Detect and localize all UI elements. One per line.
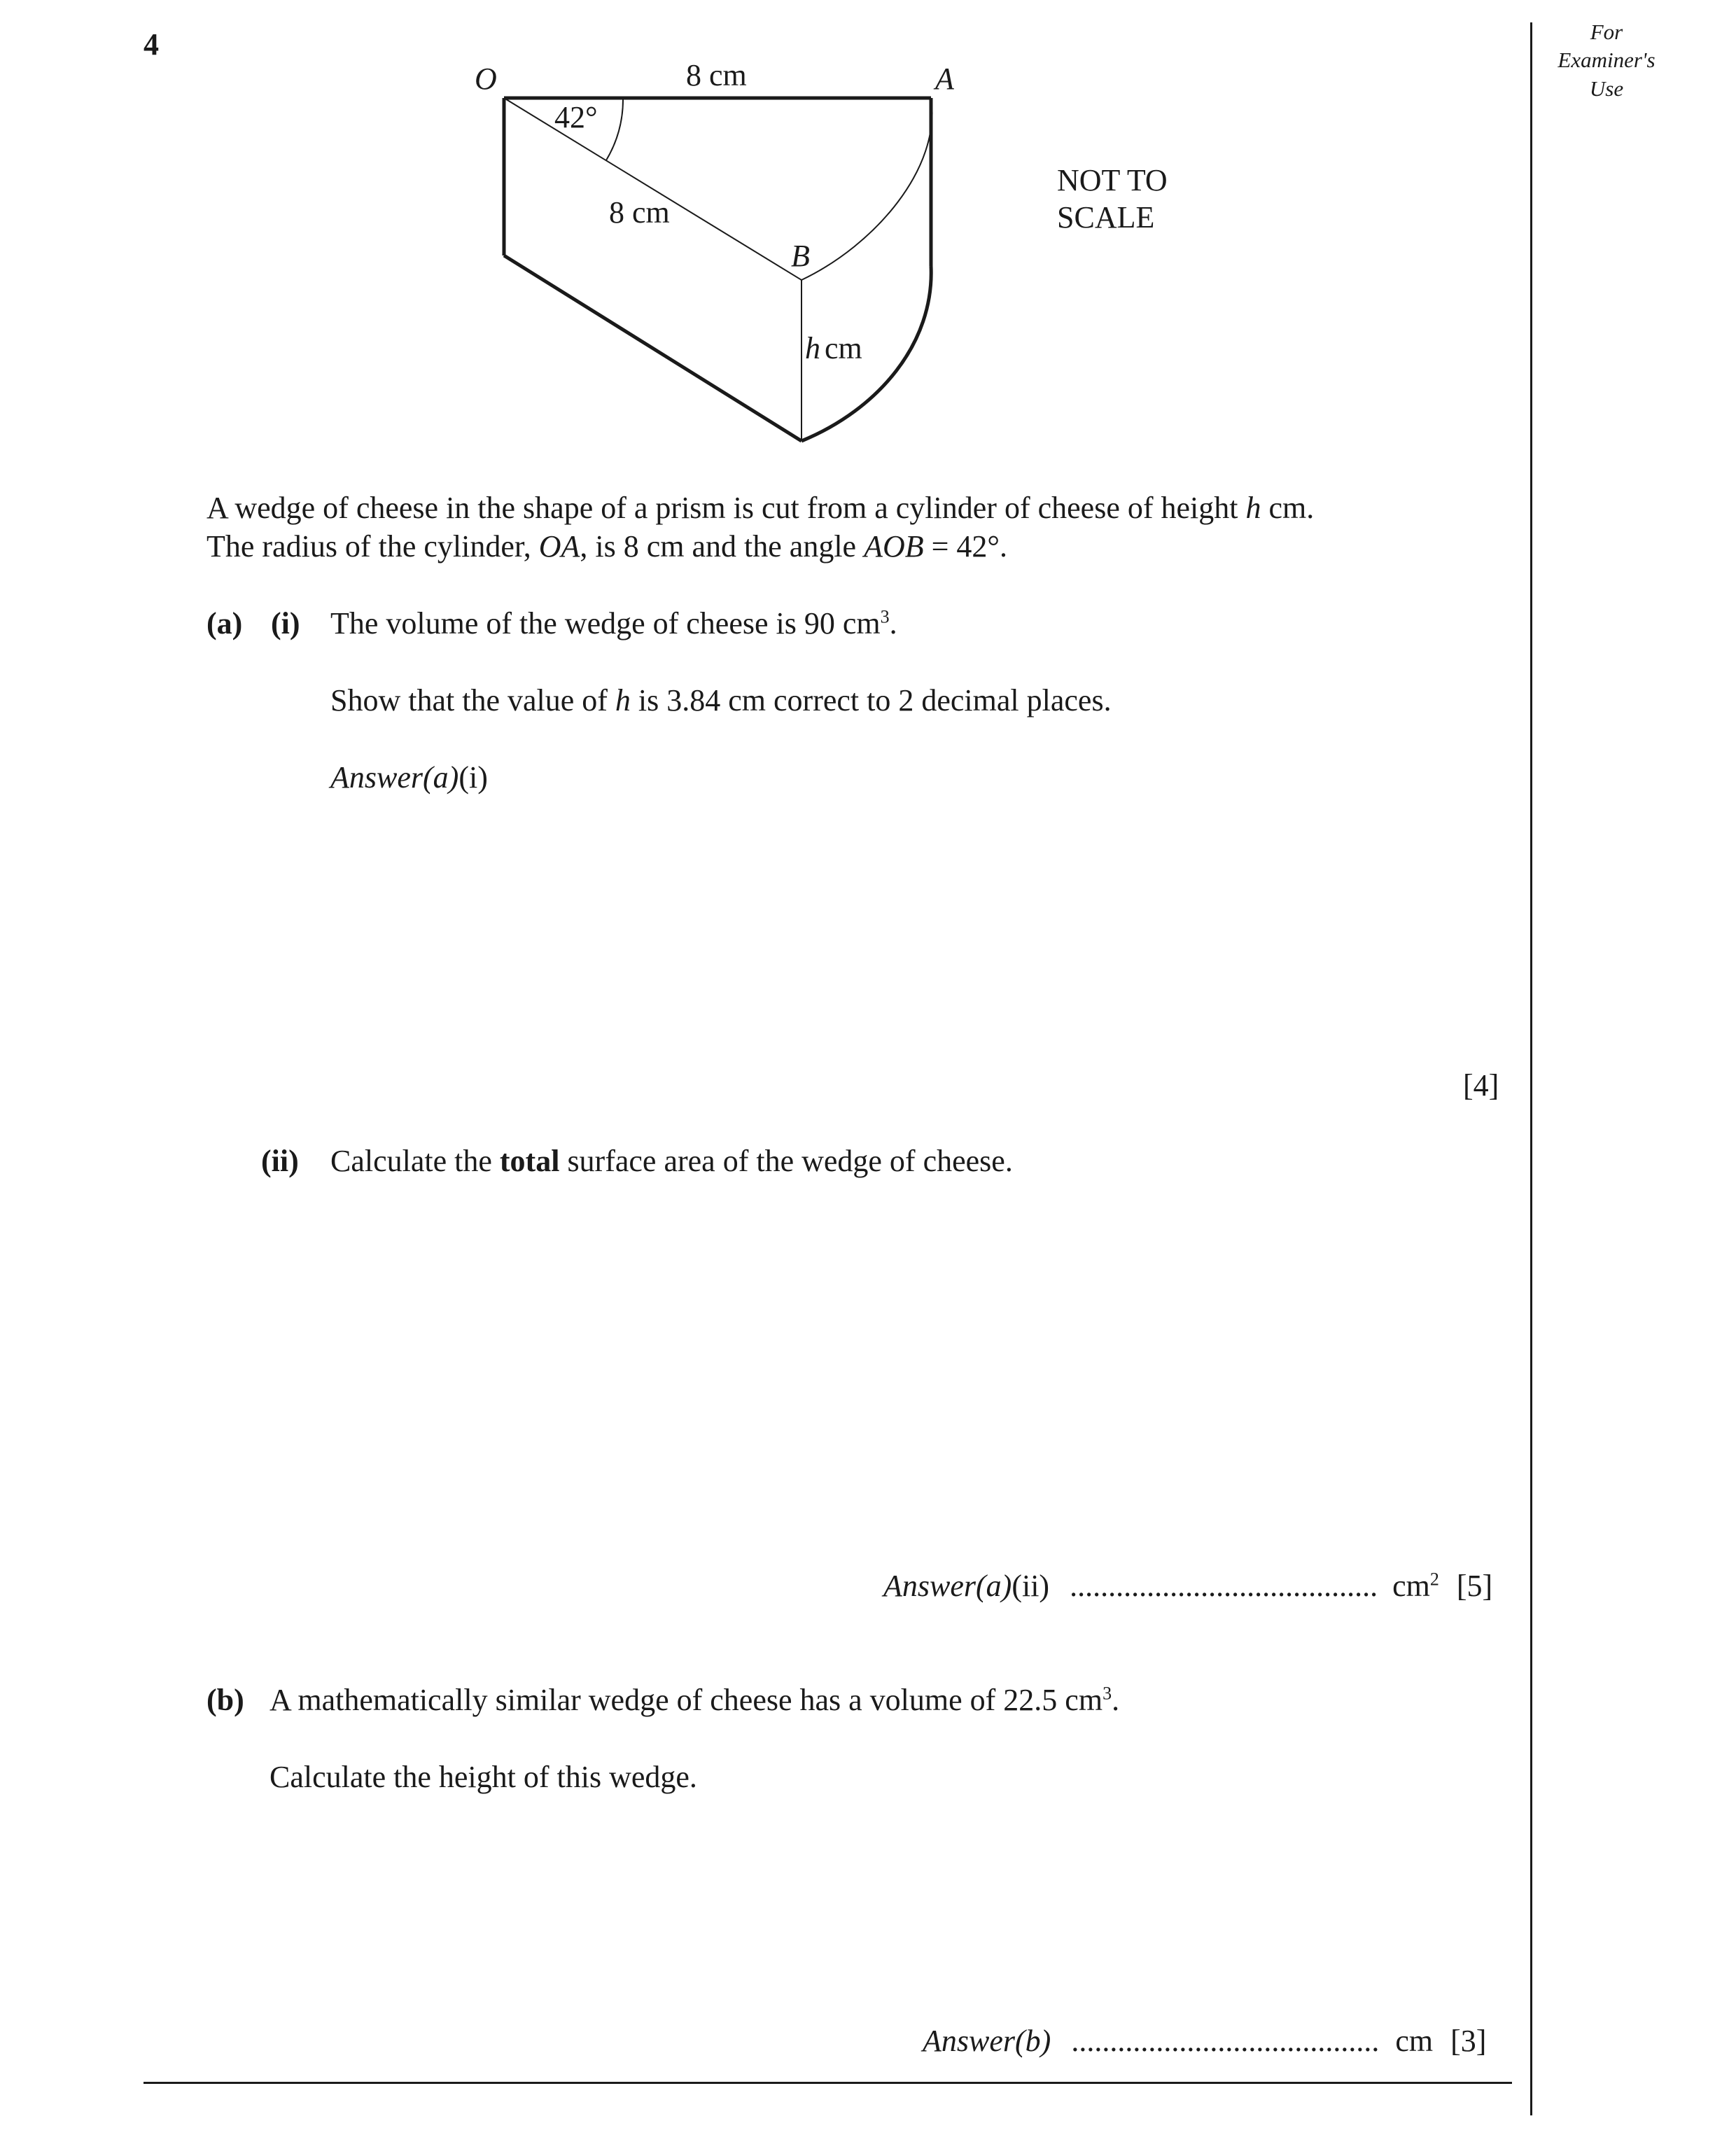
label-angle: 42° [554,100,598,134]
label-height-unit: cm [825,331,862,365]
superscript: 3 [880,606,890,627]
answer-unit: cm [1395,2024,1434,2058]
superscript: 2 [1429,1569,1439,1590]
part-b-label: (b) [206,1683,244,1717]
cheese-wedge-diagram [0,0,1736,490]
intro-text: , is 8 cm and the angle [580,529,864,564]
question-text: Calculate the [330,1144,500,1178]
edge-OB [504,98,802,280]
part-b-calc: Calculate the height of this wedge. [270,1760,697,1794]
question-text: Show that the value of [330,683,615,718]
intro-text: = 42°. [923,529,1008,564]
part-a-i-label: (i) [271,606,300,640]
not-to-scale-line2: SCALE [1057,200,1155,234]
intro-text: A wedge of cheese in the shape of a prism is cut from a cylinder of cheese of height [206,491,1246,525]
question-text: The volume of the wedge of cheese is 90 cm [330,606,881,640]
part-a-i-question [330,606,897,643]
arc-AB [802,98,932,280]
answer-label: (ii) [1011,1569,1050,1603]
question-text: . [889,606,897,640]
answer-label: Answer(a) [330,760,459,794]
part-a-ii-label: (ii) [261,1144,299,1178]
edge-bottom-OB [504,255,802,441]
examiner-use-line: Use [1589,76,1624,101]
not-to-scale-line1: NOT TO [1057,163,1168,197]
question-text: surface area of the wedge of cheese. [559,1144,1013,1178]
label-height-var: h [805,331,820,365]
marks-a-i: [4] [1463,1068,1499,1102]
angle-arc [606,98,623,160]
page-number: 4 [144,27,159,62]
intro-var: AOB [864,529,924,564]
part-b-question [270,1682,1119,1719]
label-height [805,331,862,365]
part-a-label: (a) [206,606,243,640]
marks-b: [3] [1450,2024,1487,2058]
answer-a-ii-field[interactable]: ........................................ [1070,1569,1378,1603]
bottom-rule [144,2082,1512,2084]
question-bold: total [499,1144,560,1178]
answer-a-ii-line [883,1568,1492,1605]
part-a-i-show-that [330,682,1112,720]
question-text: . [1112,1683,1120,1717]
label-OB-length: 8 cm [609,195,670,230]
intro-line-2 [206,528,1007,566]
label-A: A [935,62,954,96]
answer-a-i-label [330,760,488,797]
intro-var: OA [538,529,580,564]
answer-label: (i) [458,760,488,794]
intro-var: h [1245,491,1261,525]
intro-text: cm. [1261,491,1315,525]
label-B: B [791,239,810,273]
examiner-use-line: For [1590,20,1623,44]
part-a-ii-question [330,1143,1013,1180]
superscript: 3 [1102,1683,1112,1704]
answer-unit: cm [1392,1569,1430,1603]
label-O: O [475,62,497,96]
examiner-use-line: Examiner's [1558,48,1656,73]
label-OA-length: 8 cm [686,58,747,92]
marks-a-ii: [5] [1456,1569,1493,1603]
answer-label: Answer(a) [883,1569,1012,1603]
answer-label: Answer(b) [923,2024,1051,2058]
answer-b-field[interactable]: ........................................ [1071,2024,1380,2058]
arc-bottom [802,266,931,441]
intro-text: The radius of the cylinder, [206,529,539,564]
question-text: A mathematically similar wedge of cheese has a volume of 22.5 cm [270,1683,1103,1717]
question-var: h [615,683,631,718]
answer-b-line [923,2023,1486,2060]
intro-line-1 [206,490,1314,527]
question-text: is 3.84 cm correct to 2 decimal places. [630,683,1112,718]
